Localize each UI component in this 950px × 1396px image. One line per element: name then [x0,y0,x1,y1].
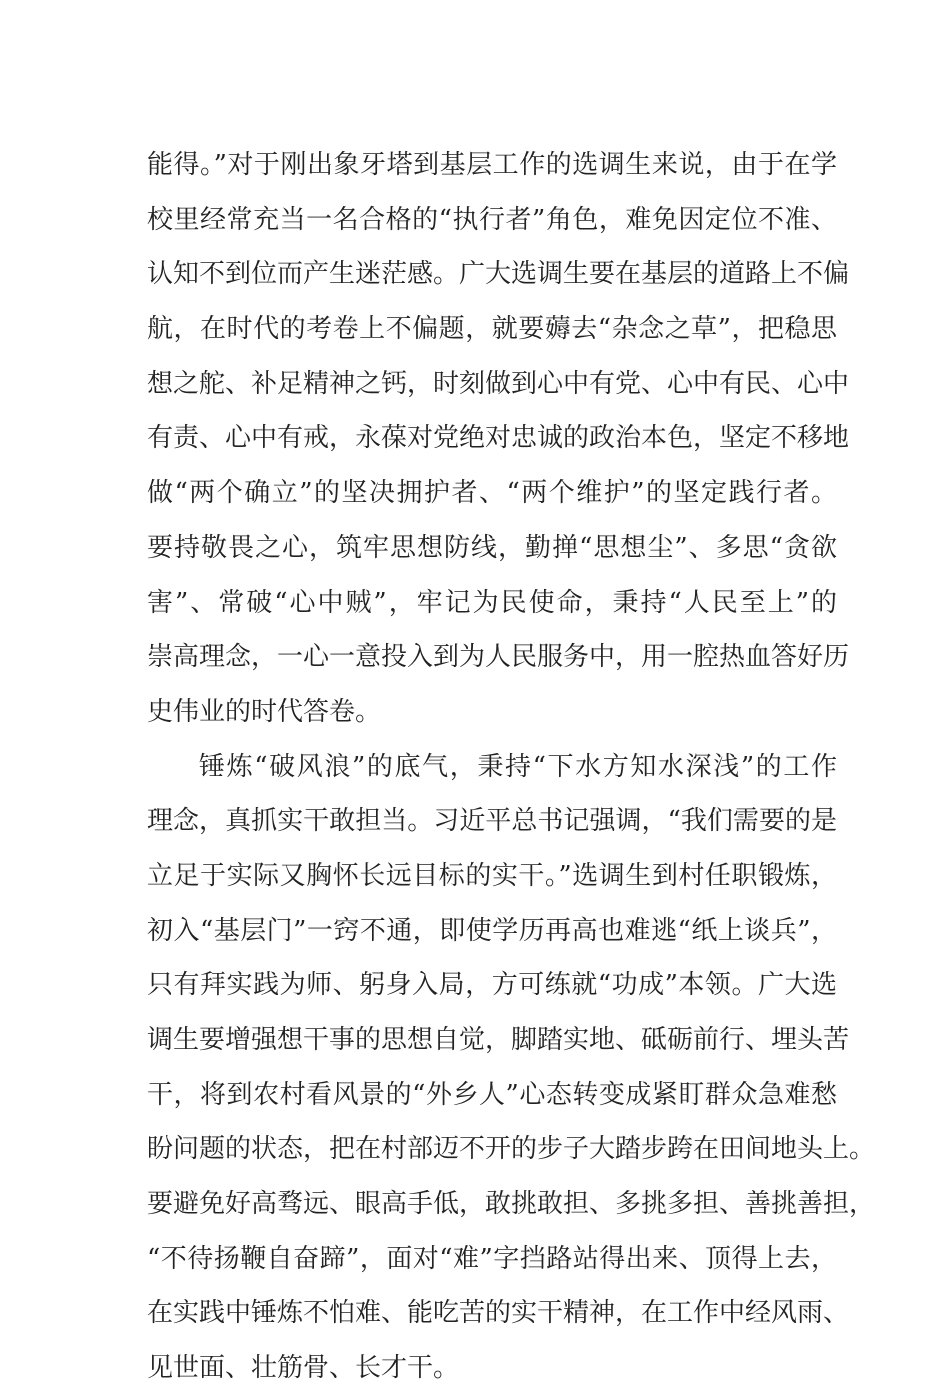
text-line: 史伟业的时代答卷。 [147,696,382,727]
text-line: 只有拜实践为师、躬身入局，方可练就“功成”本领。广大选 [147,970,837,1001]
text-line: 在实践中锤炼不怕难、能吃苦的实干精神，在工作中经风雨、 [147,1298,850,1329]
text-line: 校里经常充当一名合格的“执行者”角色，难免因定位不准、 [147,204,837,235]
text-line: 锤炼“破风浪”的底气，秉持“下水方知水深浅”的工作 [199,751,837,782]
text-line: 做“两个确立”的坚决拥护者、“两个维护”的坚定践行者。 [147,478,837,509]
document-body [147,138,876,1396]
text-line: 想之舵、补足精神之钙，时刻做到心中有党、心中有民、心中 [147,368,850,399]
text-line: 航，在时代的考卷上不偏题，就要薅去“杂念之草”，把稳思 [147,314,837,345]
text-line: 有责、心中有戒，永葆对党绝对忠诚的政治本色，坚定不移地 [147,423,850,454]
text-line: 初入“基层门”一窍不通，即使学历再高也难逃“纸上谈兵”， [147,915,837,946]
paragraph-1 [147,138,850,740]
text-line: 害”、常破“心中贼”，牢记为民使命，秉持“人民至上”的 [147,587,837,618]
text-line: 认知不到位而产生迷茫感。广大选调生要在基层的道路上不偏 [147,259,850,290]
text-line: 盼问题的状态，把在村部迈不开的步子大踏步跨在田间地头上。 [147,1134,876,1165]
text-line: 理念，真抓实干敢担当。习近平总书记强调，“我们需要的是 [147,806,837,837]
text-line: 要避免好高骛远、眼高手低，敢挑敢担、多挑多担、善挑善担， [147,1189,876,1220]
text-line: 能得。”对于刚出象牙塔到基层工作的选调生来说，由于在学 [147,150,837,180]
text-line: 见世面、壮筋骨、长才干。 [147,1353,460,1384]
paragraph-2 [147,740,876,1396]
text-line: 立足于实际又胸怀长远目标的实干。”选调生到村任职锻炼， [147,860,837,891]
text-line: 要持敬畏之心，筑牢思想防线，勤掸“思想尘”、多思“贪欲 [147,532,837,563]
text-line: 崇高理念，一心一意投入到为人民服务中，用一腔热血答好历 [147,642,850,673]
text-line: 干，将到农村看风景的“外乡人”心态转变成紧盯群众急难愁 [147,1079,837,1110]
text-line: 调生要增强想干事的思想自觉，脚踏实地、砥砺前行、埋头苦 [147,1025,850,1055]
text-line: “不待扬鞭自奋蹄”，面对“难”字挡路站得出来、顶得上去， [147,1243,837,1274]
